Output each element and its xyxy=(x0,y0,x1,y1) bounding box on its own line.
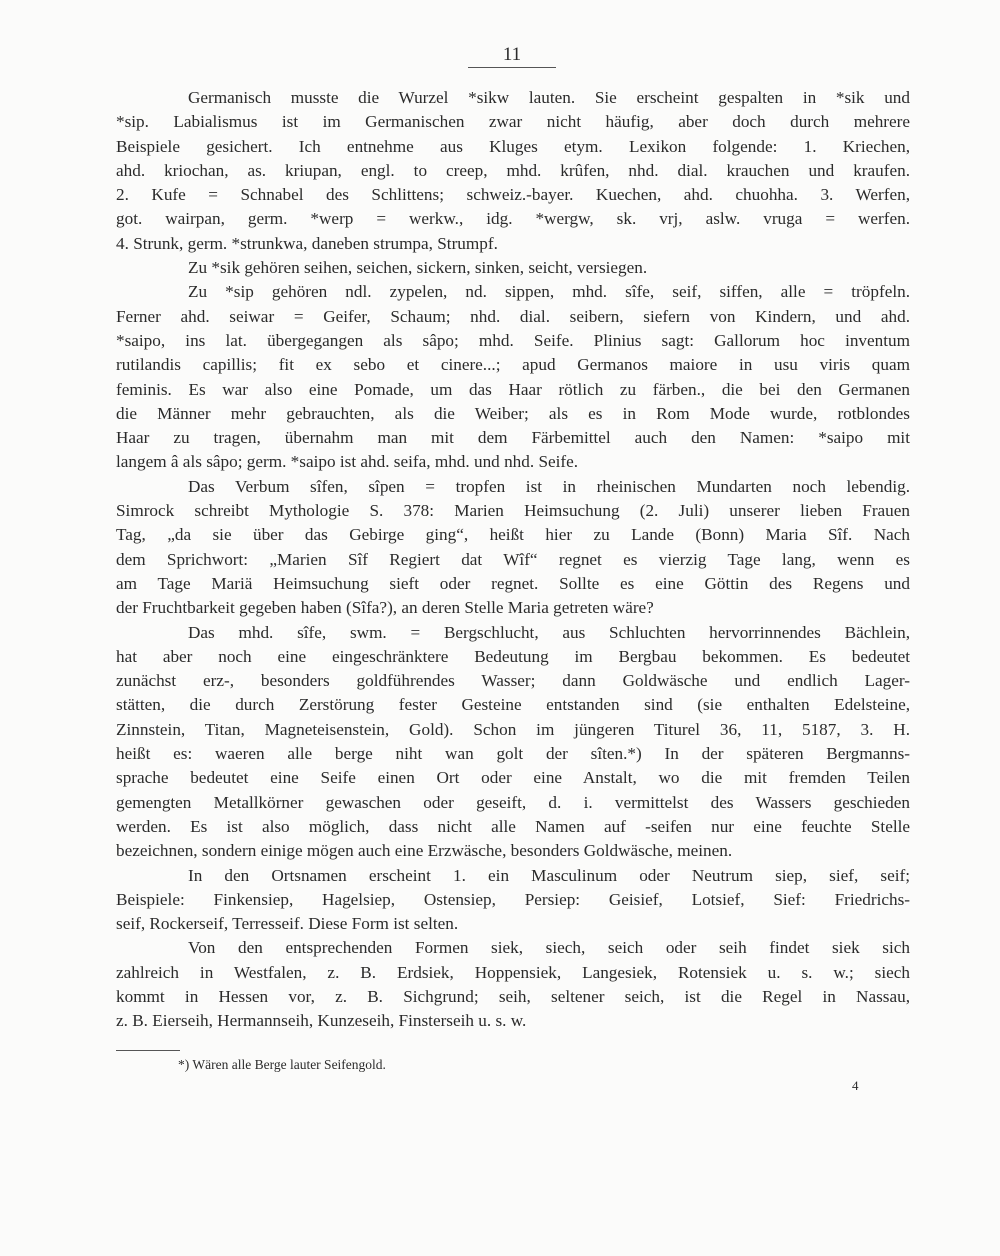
body-text xyxy=(116,86,910,1034)
text-line: Das mhd. sîfe, swm. = Bergschlucht, aus Schluchten hervorrinnendes Bächlein, xyxy=(188,622,910,642)
text-line: dem Sprichwort: „Marien Sîf Regiert dat Wîf“ regnet es vierzig Tage lang, wenn es xyxy=(116,549,910,569)
text-line: Das Verbum sîfen, sîpen = tropfen ist in rheinischen Mundarten noch lebendig. xyxy=(188,476,910,496)
text-line: seif, Rockerseif, Terresseif. Diese Form ist selten. xyxy=(116,914,459,934)
text-line: sprache bedeutet eine Seife einen Ort oder eine Anstalt, wo die mit fremden Teilen xyxy=(116,768,910,788)
text-line: 2. Kufe = Schnabel des Schlittens; schweiz.-bayer. Kuechen, ahd. chuohha. 3. Werfen, xyxy=(116,185,910,205)
text-line: zahlreich in Westfalen, z. B. Erdsiek, Hoppensiek, Langesiek, Rotensiek u. s. w.; siech xyxy=(116,962,910,982)
text-line: Haar zu tragen, übernahm man mit dem Färbemittel auch den Namen: *saipo mit xyxy=(116,428,910,448)
text-line: Von den entsprechenden Formen siek, siech, seich oder seih findet siek sich xyxy=(188,938,910,958)
text-line: Beispiele gesichert. Ich entnehme aus Kluges etym. Lexikon folgende: 1. Kriechen, xyxy=(116,136,910,156)
page-number: 11 xyxy=(502,44,522,65)
text-line: der Fruchtbarkeit gegeben haben (Sîfa?), an deren Stelle Maria getreten wäre? xyxy=(116,598,654,618)
footnote: *) Wären alle Berge lauter Seifengold. xyxy=(178,1057,386,1072)
text-line: die Männer mehr gebrauchten, als die Weiber; als es in Rom Mode wurde, rotblondes xyxy=(116,403,910,423)
signature-mark: 4 xyxy=(852,1078,859,1093)
text-line: gemengten Metallkörner gewaschen oder geseift, d. i. vermittelst des Wassers geschieden xyxy=(116,792,910,812)
text-line: feminis. Es war also eine Pomade, um das Haar rötlich zu färben., die bei den Germanen xyxy=(116,379,910,399)
text-line: 4. Strunk, germ. *strunkwa, daneben strumpa, Strumpf. xyxy=(116,233,498,253)
text-line: hat aber noch eine eingeschränktere Bedeutung im Bergbau bekommen. Es bedeutet xyxy=(116,646,910,666)
text-line: got. wairpan, germ. *werp = werkw., idg. *wergw, sk. vrj, aslw. vruga = werfen. xyxy=(116,209,910,229)
text-line: stätten, die durch Zerstörung fester Gesteine entstanden sind (sie enthalten Edelsteine, xyxy=(116,695,910,715)
page-number-rule xyxy=(468,67,556,68)
text-line: Zu *sik gehören seihen, seichen, sickern, sinken, seicht, versiegen. xyxy=(188,258,648,278)
footnote-rule xyxy=(116,1050,180,1051)
text-line: am Tage Mariä Heimsuchung sieft oder regnet. Sollte es eine Göttin des Regens und xyxy=(116,573,910,593)
text-line: In den Ortsnamen erscheint 1. ein Masculinum oder Neutrum siep, sief, seif; xyxy=(188,865,910,885)
text-line: zunächst erz-, besonders goldführendes Wasser; dann Goldwäsche und endlich Lager- xyxy=(116,671,910,691)
text-line: Zu *sip gehören ndl. zypelen, nd. sippen, mhd. sîfe, seif, siffen, alle = tröpfeln. xyxy=(188,282,910,302)
text-line: Ferner ahd. seiwar = Geifer, Schaum; nhd. dial. seibern, siefern von Kindern, und ahd. xyxy=(116,306,910,326)
text-line: werden. Es ist also möglich, dass nicht alle Namen auf -seifen nur eine feuchte Stelle xyxy=(116,816,910,836)
text-line: Tag, „da sie über das Gebirge ging“, heißt hier zu Lande (Bonn) Maria Sîf. Nach xyxy=(116,525,910,545)
text-line: z. B. Eierseih, Hermannseih, Kunzeseih, Finsterseih u. s. w. xyxy=(116,1011,527,1031)
text-line: heißt es: waeren alle berge niht wan golt der sîten.*) In der späteren Bergmanns- xyxy=(116,744,910,764)
text-line: *saipo, ins lat. übergegangen als sâpo; mhd. Seife. Plinius sagt: Gallorum hoc inventum xyxy=(116,330,910,350)
text-line: kommt in Hessen vor, z. B. Sichgrund; seih, seltener seich, ist die Regel in Nassau, xyxy=(116,986,910,1006)
text-line: ahd. kriochan, as. kriupan, engl. to creep, mhd. krûfen, nhd. dial. krauchen und kraufen. xyxy=(116,160,910,180)
text-line: *sip. Labialismus ist im Germanischen zwar nicht häufig, aber doch durch mehrere xyxy=(116,112,910,132)
text-line: Zinnstein, Titan, Magneteisenstein, Gold). Schon im jüngeren Titurel 36, 11, 5187, 3. H. xyxy=(116,719,910,739)
text-line: Germanisch musste die Wurzel *sikw lauten. Sie erscheint gespalten in *sik und xyxy=(188,88,910,107)
text-line: rutilandis capillis; fit ex sebo et cinere...; apud Germanos maiore in usu viris quam xyxy=(116,355,910,375)
text-line: langem â als sâpo; germ. *saipo ist ahd. seifa, mhd. und nhd. Seife. xyxy=(116,452,579,472)
text-line: Beispiele: Finkensiep, Hagelsiep, Ostensiep, Persiep: Geisief, Lotsief, Sief: Friedrichs- xyxy=(116,889,910,909)
text-line: Simrock schreibt Mythologie S. 378: Marien Heimsuchung (2. Juli) unserer lieben Frauen xyxy=(116,501,910,521)
text-line: bezeichnen, sondern einige mögen auch eine Erzwäsche, besonders Goldwäsche, meinen. xyxy=(116,841,733,861)
